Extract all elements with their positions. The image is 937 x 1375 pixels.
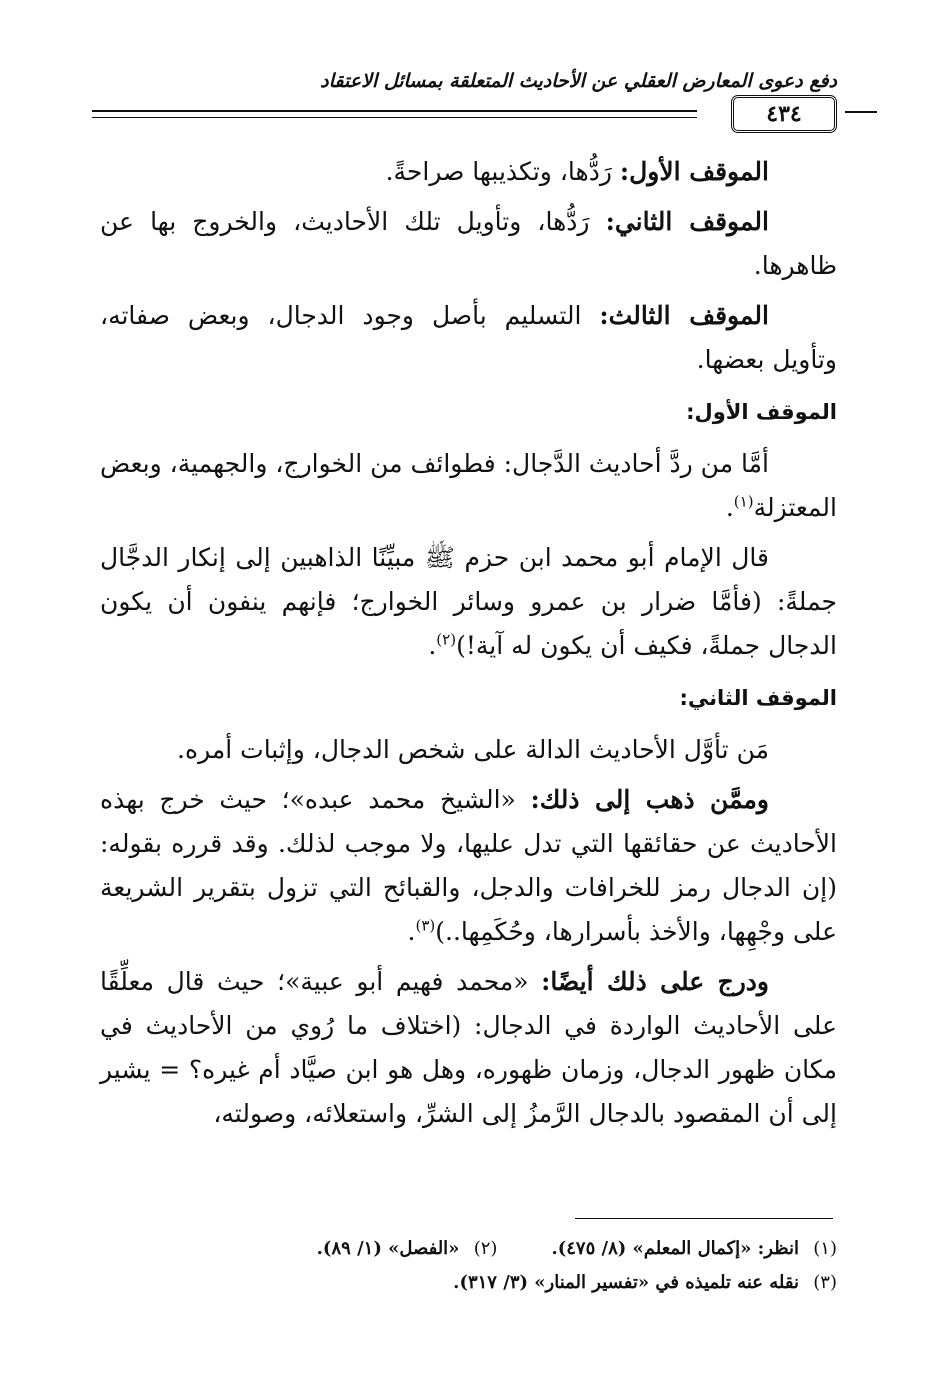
stance-label: الموقف الثالث:	[599, 301, 769, 330]
paragraph-text: «محمد فهيم أبو عبية»؛ حيث قال معلِّقًا على الأحاديث الواردة في الدجال: (اختلاف ما رُوي من الأحاديث في مكان ظهور الدجال، وزمان ظهوره، وهل هو ابن صيَّاد أم غيره؟ = يشير إلى أن المقصود بالدجال الرَّمزُ إلى الشرِّ، واستعلائه، وصولته،	[100, 967, 837, 1128]
paragraph-text: مَن تأوَّل الأحاديث الدالة على شخص الدجال، وإثبات أمره.	[177, 735, 769, 764]
stance-label: الموقف الأول:	[619, 157, 769, 186]
paragraph-text: «الشيخ محمد عبده»؛ حيث خرج بهذه الأحاديث عن حقائقها التي تدل عليها، ولا موجب لذلك. وقد قرره بقوله: (إن الدجال رمز للخرافات والدجل، والقبائح التي تزول بتقرير الشريعة على وجْهِها، والأخذ بأسرارها، وحُكَمِها..)	[100, 785, 837, 946]
footnote-ref: (٣)	[415, 916, 436, 935]
footnote-number: (١)	[813, 1238, 837, 1259]
paragraph-end: .	[407, 917, 416, 946]
stance-paragraph	[100, 150, 837, 194]
footnote-ref: (١)	[733, 492, 754, 511]
paragraph	[100, 778, 837, 954]
page-number-dash	[845, 111, 877, 113]
footnote-separator	[575, 1218, 833, 1219]
footnote-line	[100, 1232, 837, 1266]
section-heading: الموقف الأول:	[686, 400, 837, 424]
paragraph	[100, 536, 837, 668]
stance-paragraph	[100, 294, 837, 382]
stance-text: رَدُّها، وتكذيبها صراحةً.	[385, 157, 620, 186]
running-header-title: دفع دعوى المعارض العقلي عن الأحاديث المتعلقة بمسائل الاعتقاد	[320, 70, 837, 92]
footnote-text: انظر: «إكمال المعلم» (٨/ ٤٧٥).	[551, 1238, 799, 1259]
paragraph-label: ودرج على ذلك أيضًا:	[541, 967, 769, 996]
stance-label: الموقف الثاني:	[605, 207, 769, 236]
paragraph-label: وممَّن ذهب إلى ذلك:	[530, 785, 770, 814]
footnotes	[100, 1232, 837, 1300]
footnote-ref: (٢)	[436, 630, 457, 649]
paragraph-end: .	[725, 493, 734, 522]
paragraph-text: قال الإمام أبو محمد ابن حزم ﷺ مبيِّنًا الذاهبين إلى إنكار الدجَّال جملةً: (فأمَّا ضرار بن عمرو وسائر الخوارج؛ فإنهم ينفون أن يكون الدجال جملةً، فكيف أن يكون له آية!)	[100, 543, 837, 660]
page-body	[100, 150, 837, 1142]
stance-text: التسليم بأصل وجود الدجال، وبعض صفاته، وتأويل بعضها.	[100, 301, 837, 374]
header-rule-thin	[92, 117, 697, 118]
paragraph-text: أمَّا من ردَّ أحاديث الدَّجال: فطوائف من الخوارج، والجهمية، وبعض المعتزلة	[99, 449, 837, 522]
running-header	[92, 70, 837, 130]
footnote-text: نقله عنه تلميذه في «تفسير المنار» (٣/ ٣١٧).	[453, 1272, 799, 1293]
footnote-number: (٢)	[473, 1238, 498, 1259]
footnote-number: (٣)	[813, 1272, 837, 1293]
footnote-text: «الفصل» (١/ ٨٩).	[316, 1238, 460, 1259]
paragraph	[100, 442, 837, 530]
section-heading: الموقف الثاني:	[679, 686, 837, 710]
stance-text: رَدُّها، وتأويل تلك الأحاديث، والخروج بها عن ظاهرها.	[100, 207, 837, 280]
page-number: ٤٣٤	[731, 95, 837, 133]
stance-paragraph	[100, 200, 837, 288]
paragraph	[100, 728, 837, 772]
paragraph-end: .	[428, 631, 437, 660]
footnote-line	[100, 1266, 837, 1300]
paragraph	[100, 960, 837, 1136]
header-rule	[92, 110, 697, 112]
